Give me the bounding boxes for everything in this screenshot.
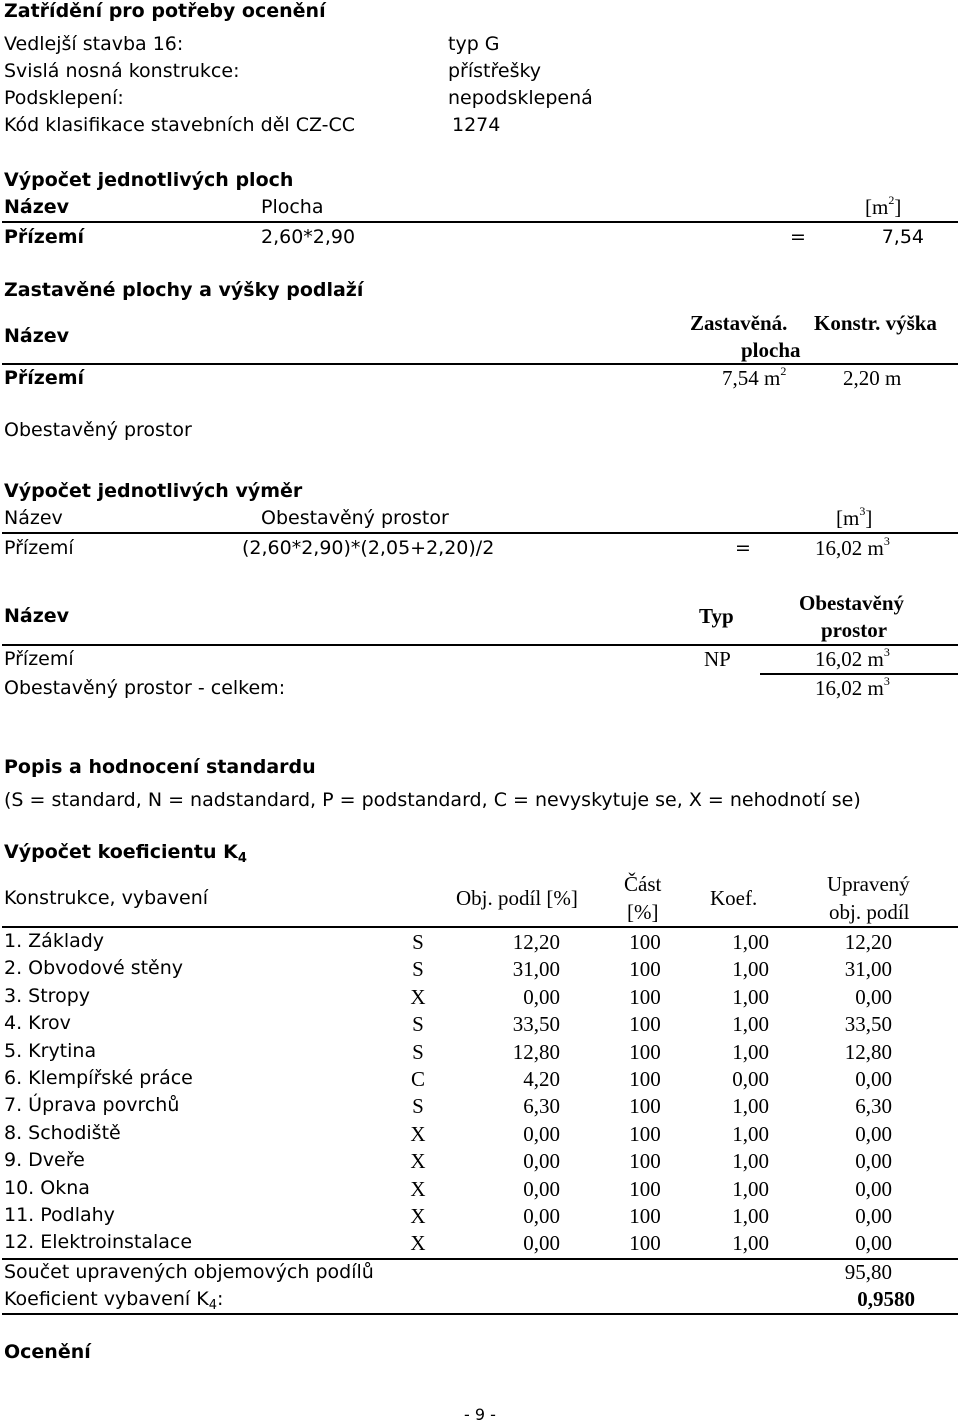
k4-row-standard: S (412, 1040, 424, 1064)
k4-row-part: 100 (629, 985, 661, 1009)
code-label: Kód klasifikace stavebních děl CZ-CC (4, 114, 356, 136)
volume-total-value: 16,02 $m^3$ (815, 674, 890, 700)
volume-total-rule (760, 673, 958, 675)
volume-header-unit: $[m^3]$ (836, 504, 873, 530)
volume-header-rule (2, 532, 958, 534)
k4-row-adjusted: 6,30 (855, 1094, 892, 1118)
k4-header-construction: Konstrukce, vybavení (4, 887, 209, 909)
k4-row-part: 100 (629, 1067, 661, 1091)
k4-row-coef: 1,00 (732, 957, 769, 981)
page-number: - 9 - (464, 1405, 496, 1424)
built-header-col1-line2: plocha (741, 338, 801, 362)
k4-header-part-line1: Část (624, 872, 662, 896)
built-header-col2: Konstr. výška (814, 311, 937, 335)
k4-row-share: 0,00 (523, 1177, 560, 1201)
k4-row-adjusted: 0,00 (855, 1067, 892, 1091)
built-row-name: Přízemí (4, 367, 85, 389)
k4-row-part: 100 (629, 1177, 661, 1201)
volume-summary-row-type: NP (704, 647, 731, 671)
k4-row-coef: 1,00 (732, 1204, 769, 1228)
building-value: typ G (448, 33, 500, 55)
k4-row-adjusted: 0,00 (855, 1149, 892, 1173)
k4-row-name: 10. Okna (4, 1177, 90, 1199)
k4-row-part: 100 (629, 1122, 661, 1146)
basement-value: nepodsklepená (448, 87, 593, 109)
k4-row-name: 9. Dveře (4, 1149, 85, 1171)
k4-row-coef: 1,00 (732, 1012, 769, 1036)
k4-row-coef: 1,00 (732, 930, 769, 954)
classification-title: Zatřídění pro potřeby ocenění (4, 0, 326, 22)
k4-row-adjusted: 0,00 (855, 1204, 892, 1228)
built-header-rule (2, 363, 958, 365)
k4-header-adj-line2: obj. podíl (829, 900, 910, 924)
k4-row-adjusted: 0,00 (855, 1177, 892, 1201)
standard-legend: (S = standard, N = nadstandard, P = podstandard, C = nevyskytuje se, X = nehodnotí se) (4, 789, 861, 811)
valuation-title: Ocenění (4, 1341, 91, 1363)
structure-label: Svislá nosná konstrukce: (4, 60, 240, 82)
table-row (0, 1124, 960, 1151)
table-row (0, 1179, 960, 1206)
k4-coef-label: Koeficient vybavení $K_4$: (4, 1288, 224, 1313)
areas-row-result: 7,54 (881, 226, 924, 248)
k4-row-part: 100 (629, 1149, 661, 1173)
k4-row-part: 100 (629, 1204, 661, 1228)
k4-row-name: 1. Základy (4, 930, 105, 952)
volume-title: Obestavěný prostor (4, 419, 192, 441)
table-row (0, 1151, 960, 1178)
k4-row-standard: X (410, 1149, 426, 1173)
k4-row-standard: X (410, 985, 426, 1009)
areas-header-area: Plocha (261, 196, 324, 218)
k4-row-adjusted: 0,00 (855, 1122, 892, 1146)
volume-row-result: 16,02 $m^3$ (815, 534, 890, 560)
table-row (0, 1233, 960, 1260)
k4-row-share: 0,00 (523, 1231, 560, 1255)
code-value: 1274 (452, 114, 501, 136)
k4-row-name: 6. Klempířské práce (4, 1067, 193, 1089)
k4-row-name: 3. Stropy (4, 985, 91, 1007)
k4-row-share: 0,00 (523, 985, 560, 1009)
k4-row-coef: 0,00 (732, 1067, 769, 1091)
table-row (0, 932, 960, 959)
volume-header-name: Název (4, 507, 63, 529)
k4-row-name: 11. Podlahy (4, 1204, 115, 1226)
volume-total-label: Obestavěný prostor - celkem: (4, 677, 286, 699)
k4-title: Výpočet koeficientu $K_4$ (4, 841, 247, 866)
k4-row-standard: X (410, 1204, 426, 1228)
k4-row-standard: S (412, 1012, 424, 1036)
k4-row-share: 0,00 (523, 1149, 560, 1173)
areas-title: Výpočet jednotlivých ploch (4, 169, 294, 191)
k4-coef-rule (2, 1313, 958, 1315)
k4-header-rule (2, 926, 958, 928)
table-row (0, 1042, 960, 1069)
k4-sum-rule (2, 1258, 958, 1260)
volume-summary-row-value: 16,02 $m^3$ (815, 645, 890, 671)
k4-header-share: Obj. podíl [%] (456, 886, 578, 910)
k4-row-coef: 1,00 (732, 985, 769, 1009)
built-row-height: 2,20 m (843, 366, 902, 390)
k4-sum-value: 95,80 (844, 1260, 892, 1284)
k4-row-standard: S (412, 957, 424, 981)
k4-row-share: 12,20 (512, 930, 560, 954)
k4-row-coef: 1,00 (732, 1122, 769, 1146)
k4-row-standard: X (410, 1231, 426, 1255)
table-row (0, 1206, 960, 1233)
areas-row-eq: = (790, 226, 806, 248)
areas-row-formula: 2,60*2,90 (261, 226, 356, 248)
k4-row-part: 100 (629, 957, 661, 981)
k4-row-share: 0,00 (523, 1204, 560, 1228)
k4-row-standard: S (412, 1094, 424, 1118)
k4-row-coef: 1,00 (732, 1231, 769, 1255)
k4-row-share: 31,00 (512, 957, 560, 981)
structure-value: přístřešky (448, 60, 542, 82)
k4-row-coef: 1,00 (732, 1040, 769, 1064)
k4-row-adjusted: 12,80 (844, 1040, 892, 1064)
table-row (0, 959, 960, 986)
volume-row-formula: (2,60*2,90)*(2,05+2,20)/2 (242, 537, 495, 559)
volume-header-volume: Obestavěný prostor (261, 507, 449, 529)
k4-row-share: 0,00 (523, 1122, 560, 1146)
k4-row-adjusted: 0,00 (855, 1231, 892, 1255)
built-header-col1-line1: Zastavěná. (690, 311, 788, 335)
k4-row-adjusted: 12,20 (844, 930, 892, 954)
areas-row-name: Přízemí (4, 226, 85, 248)
k4-coef-value: 0,9580 (857, 1287, 915, 1311)
volume-row-name: Přízemí (4, 537, 74, 559)
k4-row-share: 6,30 (523, 1094, 560, 1118)
k4-row-standard: C (410, 1067, 425, 1091)
k4-row-adjusted: 31,00 (844, 957, 892, 981)
k4-row-share: 33,50 (512, 1012, 560, 1036)
built-header-name: Název (4, 325, 70, 347)
k4-row-part: 100 (629, 1040, 661, 1064)
k4-row-name: 8. Schodiště (4, 1122, 121, 1144)
volume-summary-header-name: Název (4, 605, 70, 627)
k4-row-part: 100 (629, 1094, 661, 1118)
standard-title: Popis a hodnocení standardu (4, 756, 316, 778)
k4-row-share: 4,20 (523, 1067, 560, 1091)
k4-row-name: 2. Obvodové stěny (4, 957, 184, 979)
volume-summary-header-vol-line2: prostor (821, 618, 888, 642)
k4-row-standard: X (410, 1122, 426, 1146)
volume-summary-row-name: Přízemí (4, 648, 74, 670)
table-row (0, 1069, 960, 1096)
table-row (0, 1096, 960, 1123)
volume-row-eq: = (735, 537, 751, 559)
k4-header-adj-line1: Upravený (827, 872, 910, 896)
k4-row-part: 100 (629, 1012, 661, 1036)
built-row-area: 7,54 $m^2$ (722, 364, 787, 390)
k4-row-standard: X (410, 1177, 426, 1201)
k4-row-standard: S (412, 930, 424, 954)
volume-summary-header-vol-line1: Obestavěný (799, 591, 904, 615)
built-title: Zastavěné plochy a výšky podlaží (4, 279, 364, 301)
k4-row-share: 12,80 (512, 1040, 560, 1064)
k4-row-adjusted: 0,00 (855, 985, 892, 1009)
k4-header-part-line2: [%] (627, 900, 659, 924)
k4-row-part: 100 (629, 1231, 661, 1255)
table-row (0, 987, 960, 1014)
areas-header-name: Název (4, 196, 70, 218)
k4-row-name: 7. Úprava povrchů (4, 1094, 180, 1116)
k4-row-name: 12. Elektroinstalace (4, 1231, 193, 1253)
areas-header-unit: $[m^2]$ (865, 193, 902, 219)
k4-row-name: 4. Krov (4, 1012, 71, 1034)
areas-header-rule (2, 221, 958, 223)
k4-row-coef: 1,00 (732, 1149, 769, 1173)
k4-header-coef: Koef. (710, 886, 758, 910)
volume-calc-title: Výpočet jednotlivých výměr (4, 480, 303, 502)
volume-summary-header-type: Typ (699, 604, 734, 628)
k4-row-part: 100 (629, 930, 661, 954)
k4-row-adjusted: 33,50 (844, 1012, 892, 1036)
building-label: Vedlejší stavba 16: (4, 33, 184, 55)
basement-label: Podsklepení: (4, 87, 124, 109)
table-row (0, 1014, 960, 1041)
k4-row-name: 5. Krytina (4, 1040, 97, 1062)
volume-summary-rule (2, 644, 958, 646)
k4-row-coef: 1,00 (732, 1094, 769, 1118)
k4-sum-label: Součet upravených objemových podílů (4, 1261, 374, 1283)
k4-row-coef: 1,00 (732, 1177, 769, 1201)
